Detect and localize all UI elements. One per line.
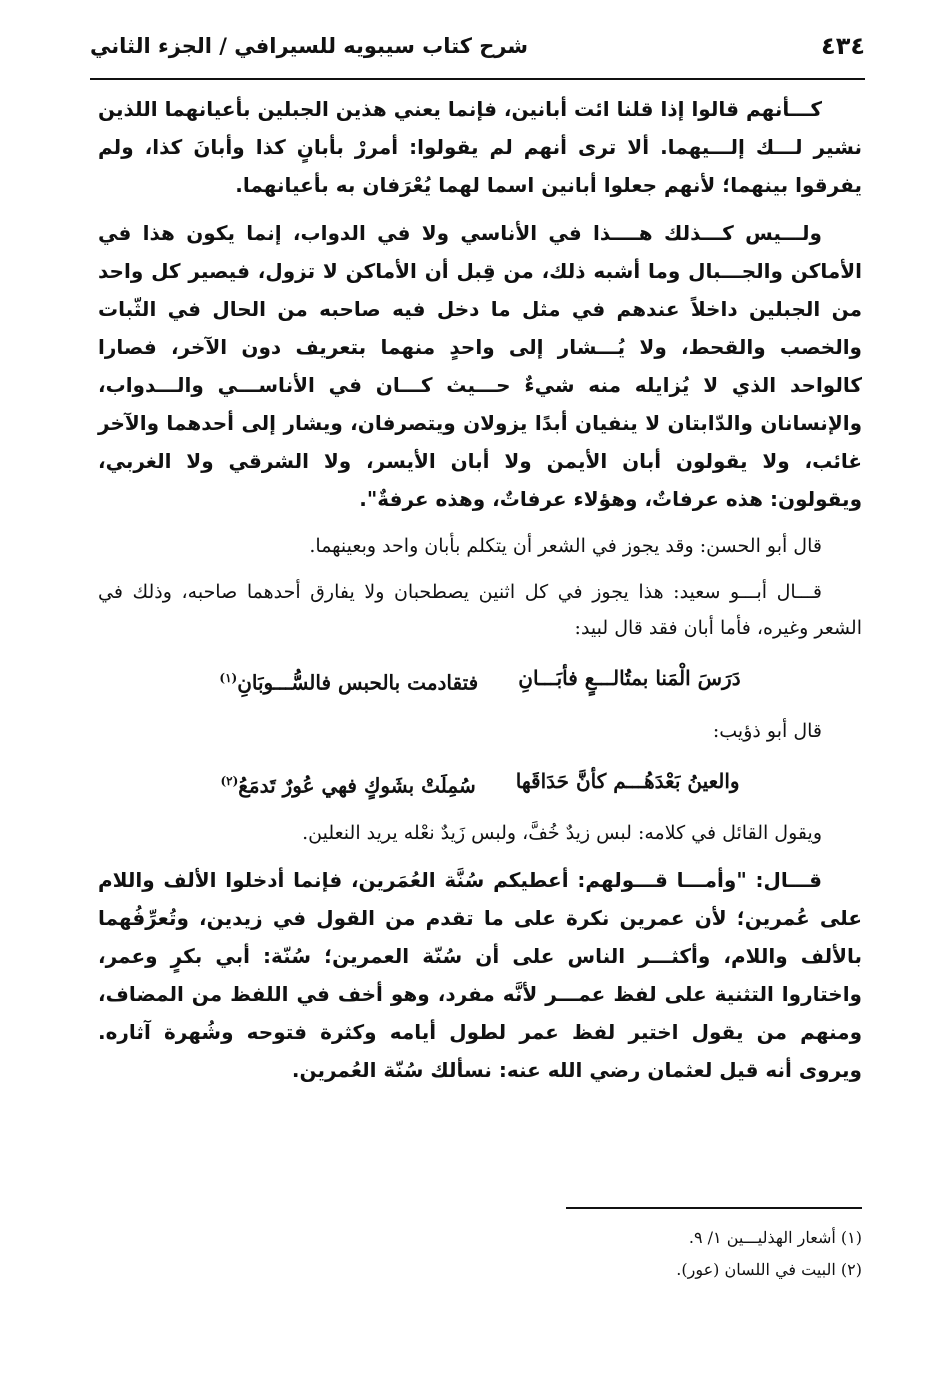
footnote-ref-1: (١) <box>219 671 238 685</box>
page-number: ٤٣٤ <box>821 32 865 60</box>
verse-2 <box>98 759 862 808</box>
paragraph-5: قال أبو ذؤيب: <box>712 719 822 742</box>
paragraph-3: قال أبو الحسن: وقد يجوز في الشعر أن يتكلم بأبان واحد وبعينهما. <box>309 535 822 557</box>
footnote-2: (٢) البيت في اللسان (عور). <box>676 1260 862 1279</box>
verse-1 <box>98 656 862 705</box>
header-rule <box>90 78 865 80</box>
paragraph-7: قـــال: "وأمـــا قـــولهم: أعطيكم سُنَّة العُمَرين، فإنما أدخلوا الألف واللام على عُمرين؛ لأن عمرين نكرة على ما تقدم من القول في زيدين، وتُعرِّفُهما بالألف واللام، وأكثـــر الناس على أن سُنّة العمرين؛ سُنّة: أبي بكرٍ وعمر، واختاروا التثنية على لفظ عمـــر لأنَّه مفرد، وهو أخف في اللفظ من المضاف، ومنهم من يقول اختير لفظ عمر لطول أيامه وكثرة فتوحه وشُهرة آثاره. ويروى أنه قيل لعثمان رضي الله عنه: نسألك سُنّة العُمرين. <box>98 868 862 1083</box>
body-text <box>98 90 862 1099</box>
paragraph-6: ويقول القائل في كلامه: لبس زيدٌ خُفَّ، ولبس زَيدٌ نعْله يريد النعلين. <box>302 822 822 845</box>
footnote-1: (١) أشعار الهذليـــين ١/ ٩. <box>688 1228 862 1247</box>
verse-2-second-hemistich: سُمِلَتْ بشَوكٍ فهي عُورٌ تَدمَعُ$^{(٢)}$ <box>220 773 476 798</box>
running-title: شرح كتاب سيبويه للسيرافي / الجزء الثاني <box>90 34 529 58</box>
footnotes <box>98 1222 862 1286</box>
verse-1-first-hemistich: دَرَسَ الْمَنا بمتُالـــعٍ فأبَـــانِ <box>518 666 741 690</box>
verse-2-first-hemistich: والعينُ بَعْدَهُـــم كأنَّ حَدَاقَها <box>515 768 740 793</box>
footnote-rule <box>566 1207 862 1209</box>
page-header <box>90 30 865 70</box>
paragraph-2: ولـــيس كـــذلك هــــذا في الأناسي ولا في الدواب، إنما يكون هذا في الأماكن والجـــبال وما أشبه ذلك، من قِبل أن الأماكن لا تزول، فيصير كل واحد من الجبلين داخلاً عندهم في مثل ما دخل فيه صاحبه من الحال في الثّبات والخصب والقحط، ولا يُـــشار إلى واحدٍ منهما بتعريف دون الآخر، فصارا كالواحد الذي لا يُزايله منه شيءٌ حـــيث كـــان في الأناســـي والـــدواب، والإنسانان والدّابتان لا ينفيان أبدًا يزولان ويتصرفان، ويشار إلى أحدهما والآخر غائب، ولا يقولون أبان الأيمن ولا أبان الأيسر، ولا الشرقي ولا الغربي، ويقولون: هذه عرفاتٌ، وهؤلاء عرفاتٌ، وهذه عرفةٌ". <box>98 221 862 511</box>
footnote-ref-2: (٢) <box>220 773 239 788</box>
paragraph-4: قـــال أبـــو سعيد: هذا يجوز في كل اثنين يصطحبان ولا يفارق أحدهما صاحبه، وذلك في الشعر وغيره، فأما أبان فقد قال لبيد: <box>98 581 862 639</box>
paragraph-1: كـــأنهم قالوا إذا قلنا ائت أبانين، فإنما يعني هذين الجبلين بأعيانهما اللذين نشير لـــك إلـــيهما. ألا ترى أنهم لم يقولوا: أمررْ بأبانٍ كذا وأبانَ كذا، ولم يفرقوا بينهما؛ لأنهم جعلوا أبانين اسما لهما يُعْرَفان به بأعيانهما. <box>98 97 862 197</box>
verse-1-second-hemistich: فتقادمت بالحبس فالسُّـــوبَانِ$^{(١)}$ <box>219 670 479 695</box>
